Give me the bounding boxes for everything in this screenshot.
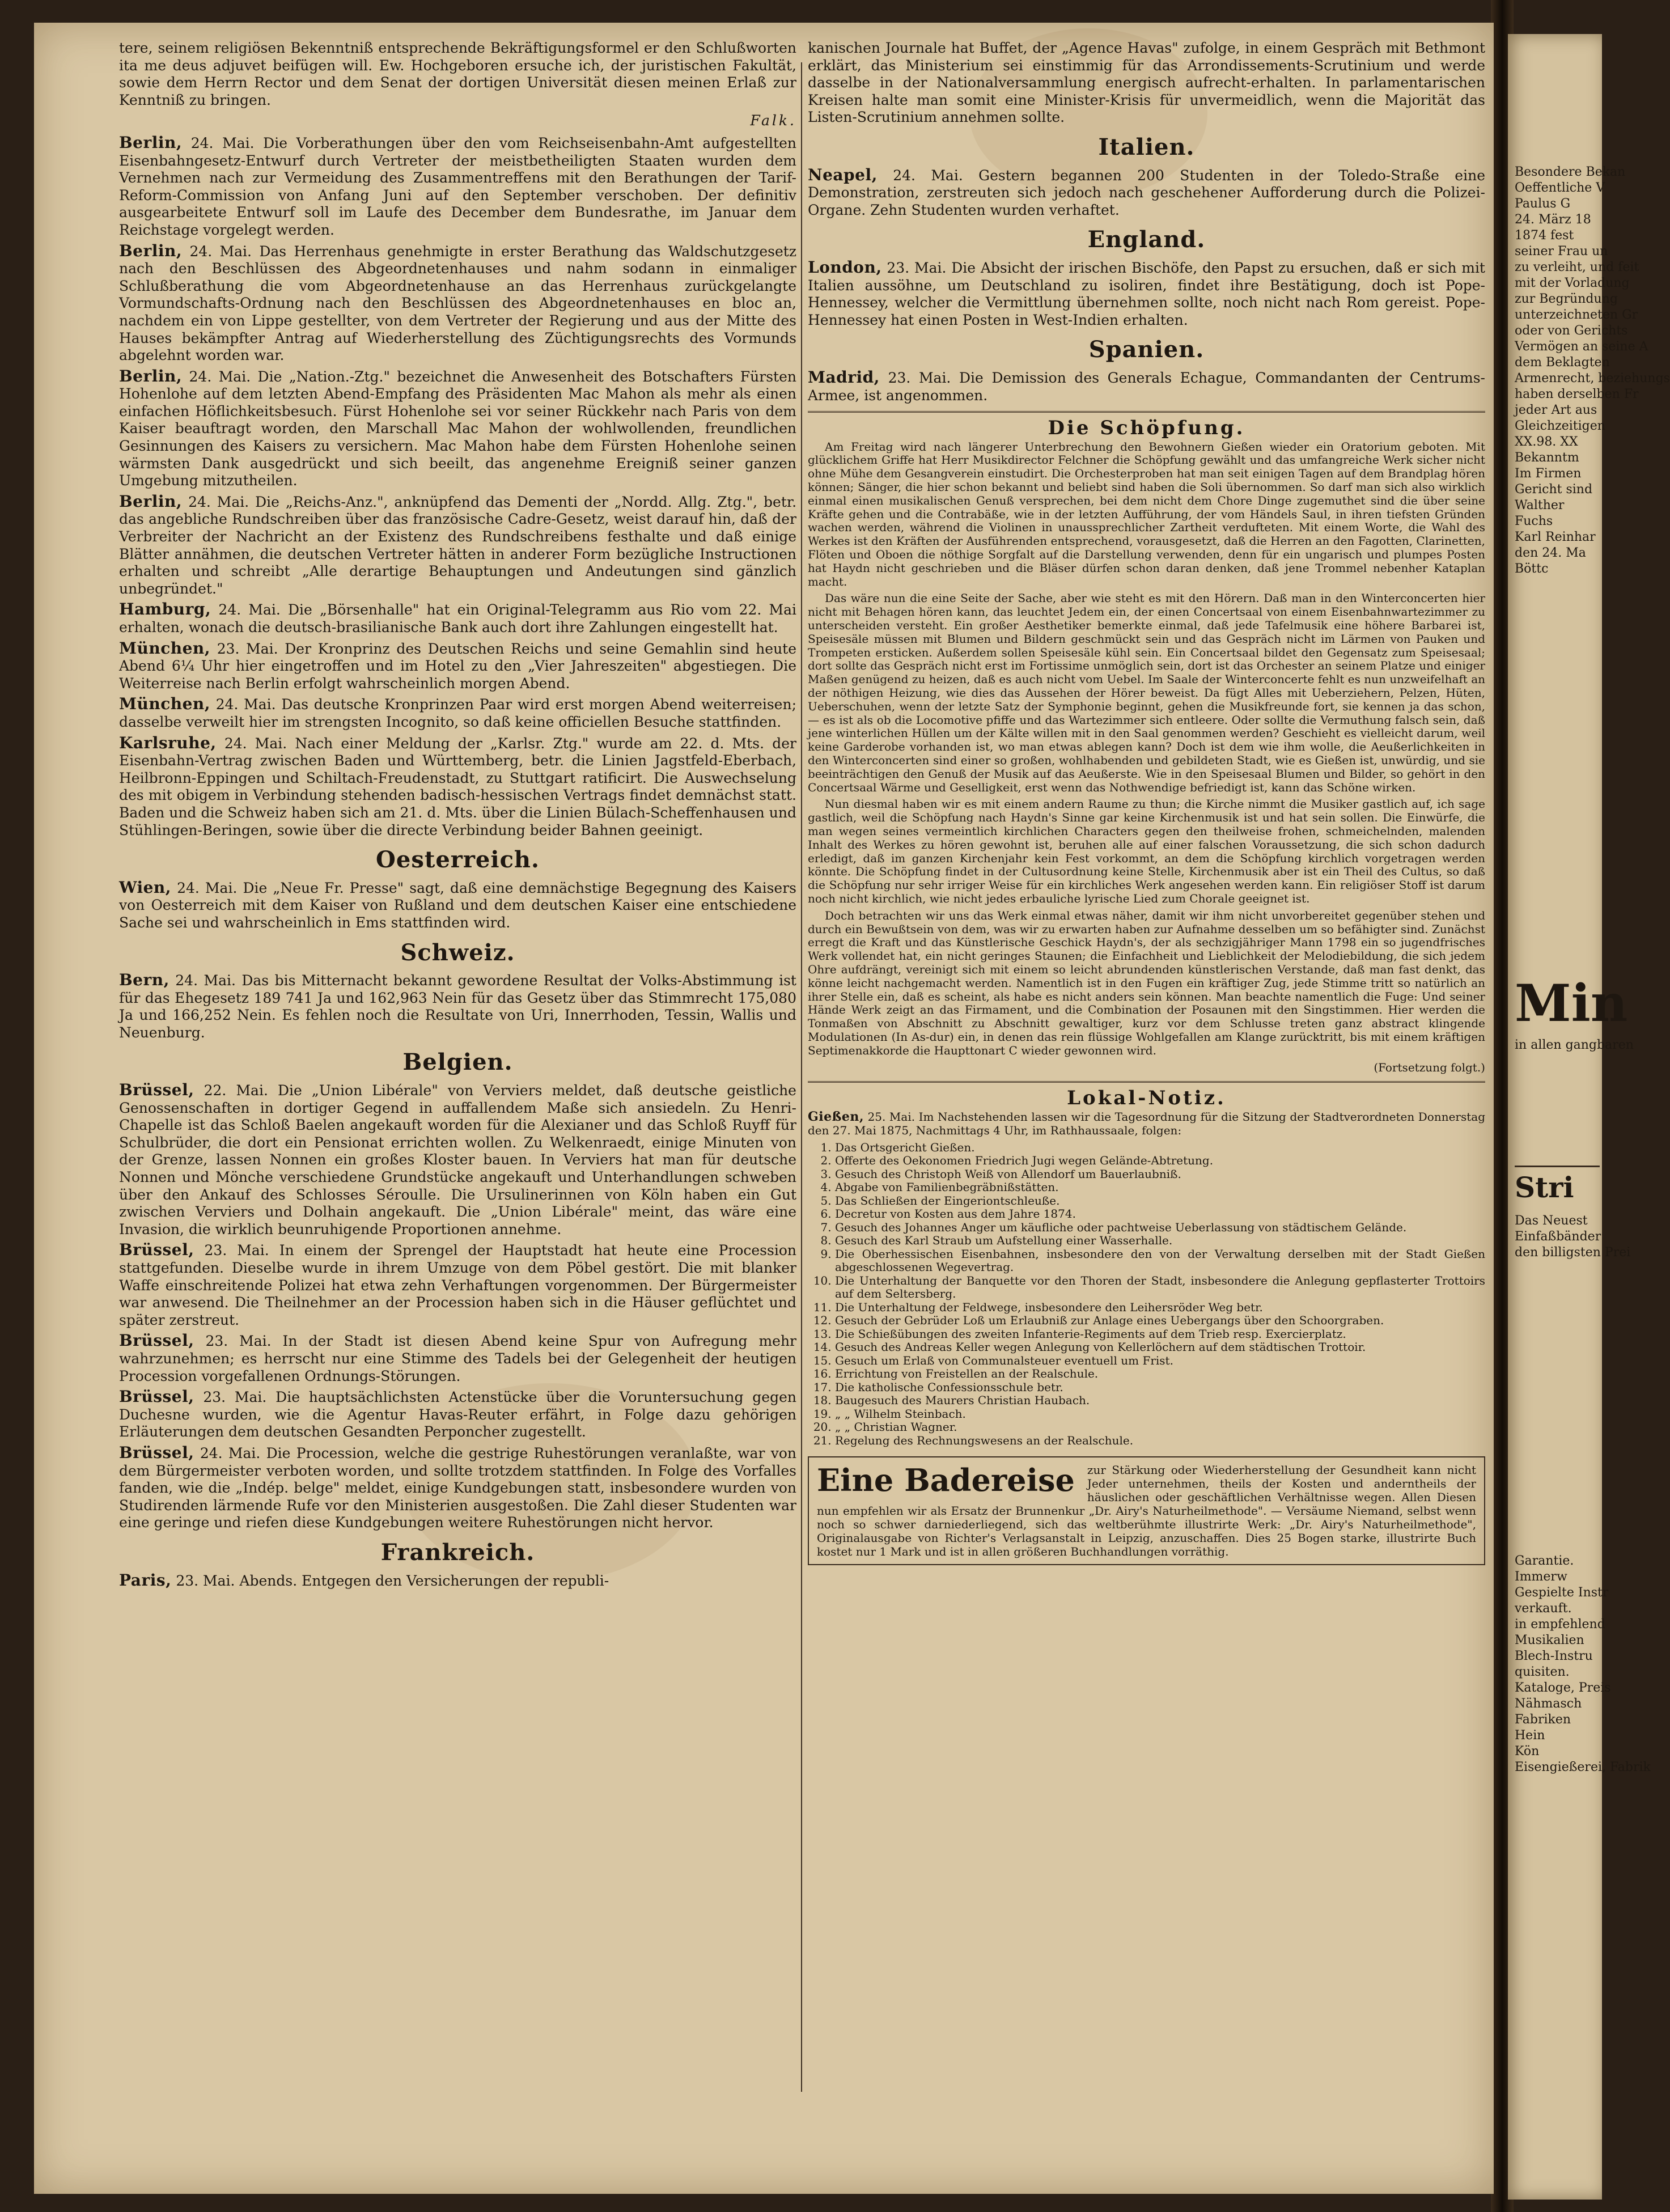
article-text: Gestern begannen 200 Studenten in der Toledo-Straße eine Demonstration, zerstreuten sich jedoch nach geschehener Aufforderung durch die Polizei-Organe. Zehn Studenten wurden verhaftet. <box>808 167 1485 218</box>
facing-page-text-low <box>1515 1553 1651 1775</box>
facing-page-line: Nähmasch <box>1515 1697 1582 1711</box>
facing-page-line: verkauft. <box>1515 1601 1572 1616</box>
article-place: Paris, <box>119 1570 172 1590</box>
facing-page-line: XX.98. XX <box>1515 435 1578 449</box>
article-date: 22. Mai. <box>204 1082 268 1099</box>
facing-page-line: den 24. Ma <box>1515 546 1586 560</box>
facing-page-line: Garantie. <box>1515 1554 1574 1568</box>
facing-page-line: Walther <box>1515 498 1565 512</box>
agenda-item: 11. Die Unterhaltung der Feldwege, insbesondere den Leihersröder Weg betr. <box>835 1301 1485 1315</box>
article-date: 24. Mai. <box>189 368 251 385</box>
article-place: London, <box>808 257 882 277</box>
intro-paragraph: tere, seinem religiösen Bekenntniß entsprechende Bekräftigungsformel er den Schlußworten ita me deus adjuvet beifügen will. Ew. Hochgeboren ersuche ich, der juristischen Fakultät, sowie dem Herrn Rector und dem Senat der dortigen Universität diesen meinen Erlaß zur Kenntniß zu bringen. <box>119 40 796 108</box>
news-article <box>808 167 1485 219</box>
local-notice-title: Lokal-Notiz. <box>1067 1087 1226 1110</box>
section-heading: Spanien. <box>1088 336 1205 363</box>
facing-page-sub-word: in allen gangbaren <box>1515 1038 1634 1052</box>
article-place: Berlin, <box>119 366 183 385</box>
ad-text: zur Stärkung oder Wiederherstellung der Gesundheit kann nicht Jeder unternehmen, theils der Kosten und anderntheils der häuslichen oder geschäftlichen Verhältnisse wegen. Allen Diesen nun empfehlen wir als Ersatz der Brunnenkur „Dr. Airy's Naturheilmethode". — Versäume Niemand, selbst wenn noch so schwer darniederliegend, sich das weltberühmte illustrirte Werk: „Dr. Airy's Naturheilmethode", Originalausgabe von Richter's Verlagsanstalt in Leipzig, anzuschaffen. Dies 25 Bogen starke, illustrirte Buch kostet nur 1 Mark und ist in allen größeren Buchhandlungen vorräthig. <box>817 1463 1476 1559</box>
article-text: Die „Neue Fr. Presse" sagt, daß eine demnächstige Begegnung des Kaisers von Oesterreich mit dem Kaiser von Rußland und dem deutschen Kaiser eine entschiedene Sache sei und wahrscheinlich in Ems stattfinden wird. <box>119 879 796 931</box>
divider <box>808 411 1485 413</box>
agenda-item: 9. Die Oberhessischen Eisenbahnen, insbesondere den von der Verwaltung derselben mit der Stadt Gießen abgeschlossenen Wegevertrag. <box>835 1248 1485 1274</box>
agenda-item: 15. Gesuch um Erlaß von Communalsteuer eventuell um Frist. <box>835 1354 1485 1368</box>
facing-page-line: Fuchs <box>1515 514 1553 528</box>
facing-page-text-mid <box>1515 1213 1631 1261</box>
article-text: In einem der Sprengel der Hauptstadt hat heute eine Procession stattgefunden. Dieselbe wurde in ihrem Umzuge von dem Pöbel gestört. Die mit blanker Waffe einschreitende Polizei hat etwa zehn Verhaftungen vorgenommen. Der Bürgermeister war anwesend. Die Theilnehmer an der Procession haben sich in die Häuser geflüchtet und später zerstreut. <box>119 1242 796 1328</box>
facing-page-text-top <box>1515 164 1670 577</box>
facing-page-line: Karl Reinhar <box>1515 530 1596 544</box>
article-date: 24. Mai. <box>218 601 281 618</box>
facing-page-line: Gericht sind <box>1515 482 1593 497</box>
article-date: 23. Mai. <box>205 1333 272 1350</box>
article-date: 24. Mai. <box>893 167 963 184</box>
continuation-paragraph: kanischen Journale hat Buffet, der „Agence Havas" zufolge, in einem Gespräch mit Bethmont erklärt, das Ministerium sei einstimmig für das Arrondissements-Scrutinium und werde dasselbe in der Nationalversammlung energisch aufrecht-erhalten. In parlamentarischen Kreisen halte man somit eine Minister-Krisis für unvermeidlich, wenn die Majorität das Listen-Scrutinium annehmen sollte. <box>808 40 1485 126</box>
facing-page-line: Vermögen an seine A <box>1515 340 1648 354</box>
facing-page-fragment <box>1508 34 1670 2200</box>
facing-page-line: zur Begründung <box>1515 292 1618 306</box>
news-article <box>119 1332 796 1385</box>
agenda-item: 8. Gesuch des Karl Straub um Aufstellung einer Wasserhalle. <box>835 1234 1485 1248</box>
local-notice-intro-text: Im Nachstehenden lassen wir die Tagesordnung für die Sitzung der Stadtverordneten Donnerstag den 27. Mai 1875, Nachmittags 4 Uhr, im Rathhaussaale, folgen: <box>808 1109 1486 1137</box>
facing-page-line: in empfehlend <box>1515 1617 1605 1632</box>
facing-page-line: jeder Art aus <box>1515 403 1597 417</box>
article-text: Das deutsche Kronprinzen Paar wird erst morgen Abend weiterreisen; dasselbe verweilt hier im strengsten Incognito, so daß keine officiellen Besuche stattfinden. <box>119 696 796 730</box>
article-date: 23. Mai. <box>217 640 278 657</box>
article-date: 24. Mai. <box>188 493 249 510</box>
agenda-item: 2. Offerte des Oekonomen Friedrich Jugi wegen Gelände-Abtretung. <box>835 1154 1485 1168</box>
facing-page-line: oder von Gerichts <box>1515 324 1628 338</box>
article-place: Brüssel, <box>119 1443 194 1462</box>
article-place: München, <box>119 638 211 658</box>
feuilleton-continued: (Fortsetzung folgt.) <box>1374 1060 1485 1074</box>
section-heading: Schweiz. <box>400 939 515 966</box>
agenda-item: 21. Regelung des Rechnungswesens an der Realschule. <box>835 1434 1485 1448</box>
facing-page-line: Gespielte Instr <box>1515 1586 1609 1600</box>
right-sections <box>808 133 1485 404</box>
article-text: Die „Union Libérale" von Verviers meldet, daß deutsche geistliche Genossenschaften in dortiger Gegend in auffallendem Maße sich ansiedeln. Zu Henri-Chapelle ist das Schloß Baelen angekauft worden für die Alexianer und das Schloß Ruyff für Schulbrüder, die dort ein Pensionat errichten wollen. Zu Welkenraedt, einige Minuten von der Grenze, lassen Nonnen ein großes Kloster bauen. In Verviers hat man für deutsche Nonnen und Mönche verschiedene Grundstücke angekauft und Unterhandlungen schweben über den Ankauf des Schlosses Séroulle. Die Ursulinerinnen von Köln haben ein Gut zwischen Verviers und Dolhain angekauft. Die „Union Libérale" meint, das wäre eine Invasion, die wirklich beunruhigende Proportionen annehme. <box>119 1082 796 1238</box>
agenda-item: 14. Gesuch des Andreas Keller wegen Anlegung von Kellerlöchern auf dem städtischen Trottoir. <box>835 1341 1485 1354</box>
facing-page-line: Blech-Instru <box>1515 1649 1593 1663</box>
news-article <box>808 369 1485 404</box>
section-heading: Italien. <box>1098 133 1195 160</box>
section-heading: Belgien. <box>402 1049 513 1076</box>
agenda-item: 16. Errichtung von Freistellen an der Realschule. <box>835 1367 1485 1381</box>
left-articles <box>119 134 796 839</box>
article-date: 24. Mai. <box>224 735 287 752</box>
agenda-item: 13. Die Schießübungen des zweiten Infanterie-Regiments auf dem Trieb resp. Exercierplatz. <box>835 1328 1485 1341</box>
right-column <box>808 40 1485 1565</box>
agenda-item: 18. Baugesuch des Maurers Christian Haubach. <box>835 1394 1485 1408</box>
facing-page-line: Das Neuest <box>1515 1214 1588 1228</box>
article-text: Die Absicht der irischen Bischöfe, den Papst zu ersuchen, daß er sich mit Italien aussöhne, um Deutschland zu isoliren, findet ihre Bestätigung, doch ist Pope-Hennessey, welcher die Vermittlung übernehmen sollte, noch nicht nach Rom gereist. Pope-Hennessey hat einen Posten in West-Indien erhalten. <box>808 259 1485 328</box>
article-place: München, <box>119 694 211 714</box>
section-heading: England. <box>1087 226 1206 253</box>
feuilleton-paragraph: Nun diesmal haben wir es mit einem andern Raume zu thun; die Kirche nimmt die Musiker gastlich auf, ich sage gastlich, weil die Schöpfung nach Haydn's Sinne gar keine Kirchenmusik ist und hat sein sollen. Die Einwürfe, die man wegen seines vermeintlich kirchlichen Characters gegen den theilweise frohen, schmeichelnden, malenden Inhalt des Werkes zu hören gewohnt ist, beruhen alle auf einer falschen Voraussetzung, die sich schon dadurch erledigt, daß im ganzen Kirchenjahr kein Fest vorkommt, an dem die Schöpfung kirchlich vorgetragen werden könnte. Die Schöpfung findet in der Cultusordnung keine Stelle, Kirchenmusik aber ist ein Theil des Cultus, so daß die Schöpfung nur sehr irriger Weise für ein kirchliches Werk angesehen werden kann. Ein religiöser Stoff ist darum noch nicht kirchlich, wie nicht jedes erbauliche lyrische Lied zum Chorale geeignet ist. <box>808 797 1485 905</box>
facing-page-line: dem Beklagten <box>1515 355 1610 370</box>
article-place: Madrid, <box>808 367 880 387</box>
feuilleton-paragraph: Am Freitag wird nach längerer Unterbrechung den Bewohnern Gießen wieder ein Oratorium geboten. Mit glücklichem Griffe hat Herr Musikdirector Felchner die Schöpfung gewählt und das umfangreiche Werk sicher nicht ohne Mühe dem Gesangverein einstudirt. Die Orchesterproben hat man seit einigen Tagen auf dem Brandplag hören können; Sänger, die hier schon bekannt und beliebt sind haben die Soli übernommen. So darf man sich also wirklich einmal einen musikalischen Genuß versprechen, bei dem nicht dem Chore Dinge zugemuthet sind die über seine Kräfte gehen und die Contrabäße, wie in der letzten Aufführung, der vom Händels Saul, in ihren tiefsten Gründen wachen werden, während die Violinen in unaussprechlicher Zartheit verdufteten. Mit einem Worte, die Wahl des Werkes ist den Kräften der Ausführenden entsprechend, vorausgesetzt, daß die Herren an den Fagotten, Clarinetten, Flöten und Oboen die nöthige Sorgfalt auf die Darstellung verwenden, denn für ein ungarisch und plumpes Posten hat Haydn nicht geschrieben und die Bläser dürfen schon daran denken, daß jene Trommel nebenher Kataplan macht. <box>808 439 1485 588</box>
article-date: 24. Mai. <box>175 972 236 989</box>
article-text: Der Kronprinz des Deutschen Reichs und seine Gemahlin sind heute Abend 6¼ Uhr hier eingetroffen und im Hotel zu den „Vier Jahreszeiten" abgestiegen. Die Weiterreise nach Berlin erfolgt wahrscheinlich morgen Abend. <box>119 640 797 692</box>
agenda-item: 4. Abgabe von Familienbegräbnißstätten. <box>835 1181 1485 1194</box>
article-place: Brüssel, <box>119 1240 194 1260</box>
facing-page-line: mit der Vorladung <box>1515 276 1630 290</box>
feuilleton-title: Die Schöpfung. <box>1048 417 1245 440</box>
facing-page-line: Einfaßbänder <box>1515 1230 1601 1244</box>
section-heading: Frankreich. <box>380 1539 535 1566</box>
local-notice-place: Gießen, <box>808 1109 864 1124</box>
column-rule <box>801 62 802 2092</box>
agenda-item: 12. Gesuch der Gebrüder Loß um Erlaubniß zur Anlage eines Uebergangs über den Schoorgraben. <box>835 1314 1485 1328</box>
news-article <box>119 879 796 932</box>
article-text: Das Herrenhaus genehmigte in erster Berathung das Waldschutzgesetz nach den Beschlüssen des Abgeordnetenhauses und nahm sodann in einmaliger Schlußberathung die vom Abgeordnetenhause an das Herrenhaus zurückgelangte Vormundschafts-Ordnung nach den Beschlüssen des Abgeordnetenhauses en bloc an, nachdem ein von Lippe gestellter, von dem Vertreter der Regierung und aus der Mitte des Hauses bekämpfter Antrag auf Wiederherstellung des Züchtigungsrechts des Vormunds abgelehnt worden war. <box>119 243 797 364</box>
article-text: Die „Nation.-Ztg." bezeichnet die Anwesenheit des Botschafters Fürsten Hohenlohe auf dem letzten Abend-Empfang des Präsidenten Mac Mahon als mehr als einen einfachen Höflichkeitsbesuch. Fürst Hohenlohe sei vor seiner Rückkehr nach Paris von dem Kaiser beauftragt worden, den Marschall Mac Mahon der wohlwollenden, freundlichen Gesinnungen des Kaisers zu versichern. Mac Mahon habe dem Fürsten Hohenlohe seinen wärmsten Dank ausgedrückt und sich beeilt, das angenehme Ereigniß seiner ganzen Umgebung mitzutheilen. <box>119 368 796 489</box>
agenda-item: 10. Die Unterhaltung der Banquette vor den Thoren der Stadt, insbesondere die Anlegung gepflasterter Trottoirs auf dem Seltersberg. <box>835 1274 1485 1301</box>
facing-page-line: 24. März 18 <box>1515 213 1591 227</box>
article-place: Karlsruhe, <box>119 733 217 752</box>
news-article <box>119 1241 796 1329</box>
article-text: Das bis Mitternacht bekannt gewordene Resultat der Volks-Abstimmung ist für das Ehegesetz 189 741 Ja und 162,963 Nein für das Gesetz über das Stimmrecht 175,080 Ja und 166,252 Nein. Es fehlen noch die Resultate von Uri, Innerrhoden, Tessin, Wallis und Neuenburg. <box>119 972 796 1041</box>
agenda-item: 3. Gesuch des Christoph Weiß von Allendorf um Bauerlaubniß. <box>835 1168 1485 1181</box>
news-article <box>119 735 796 840</box>
facing-page-line: Immerw <box>1515 1570 1567 1584</box>
agenda-item: 6. Decretur von Kosten aus dem Jahre 1874. <box>835 1207 1485 1221</box>
facing-page-line: Eisengießerei, Fabrik <box>1515 1760 1651 1774</box>
left-sections <box>119 846 797 1590</box>
facing-page-line: Besondere Bekan <box>1515 165 1626 179</box>
news-article <box>119 1082 796 1238</box>
local-notice-date: 25. Mai. <box>867 1109 915 1124</box>
article-date: 23. Mai. <box>888 369 951 386</box>
news-article <box>119 134 796 239</box>
article-text: Die „Reichs-Anz.", anknüpfend das Dementi der „Nordd. Allg. Ztg.", betr. das angebliche Rundschreiben über das französische Cadre-Gesetz, weist darauf hin, daß der Verbreiter der Nachricht an der Existenz des Rundschreibens festhalte und daß einige Blätter annähmen, die deutschen Vertreter hätten in anderer Form bezügliche Instructionen erhalten und schreibt „Alle derartige Behauptungen und Andeutungen sind gänzlich unbegründet." <box>119 493 797 597</box>
feuilleton-paragraph: Doch betrachten wir uns das Werk einmal etwas näher, damit wir ihm nicht unvorbereitet gegenüber stehen und durch ein Bewußtsein von dem, was wir zu erwarten haben zur Aufnahme desselben um so befähigter sind. Zunächst erregt die Kraft und das Künstlerische Geschick Haydn's, der als sechzigjähriger Mann 1798 ein so jugendfrisches Werk vollendet hat, ein nicht geringes Staunen; die Einfachheit und Lieblichkeit der Melodiebildung, die sich jedem Ohre aufdrängt, vereinigt sich mit einem so leicht abrundenden künstlerischen Verstande, daß man fast denkt, das könne leicht nachgemacht werden. Namentlich ist in den Fugen ein kräftiger Zug, jede Stimme tritt so natürlich an ihrer Stelle ein, daß es scheint, als habe es nicht anders sein können. Man beachte namentlich die Fuge: Und seiner Hände Werk zeigt an das Firmament, und die Combination der Posaunen mit den Singstimmen. Hier werden die Tonmaßen von Abschnitt zu Abschnitt gewaltiger, kurz vor dem Schlusse treten ganz abstract klingende Modulationen (In As-dur) ein, in denen das rein flüssige Wohlgefallen am Klange zurücktritt, bis mit einem kräftigen Septimenakkorde die Haupttonart C wieder gewonnen wird. <box>808 908 1485 1057</box>
article-text: Die „Börsenhalle" hat ein Original-Telegramm aus Rio vom 22. Mai erhalten, wonach die deutsch-brasilianische Bank auch dort ihre Zahlungen eingestellt hat. <box>119 601 796 635</box>
advertisement <box>808 1456 1485 1565</box>
facing-page-line: Böttc <box>1515 562 1549 576</box>
facing-page-line: zu verleiht, und feit <box>1515 260 1639 274</box>
local-notice-intro <box>808 1111 1485 1138</box>
news-article <box>119 493 796 598</box>
agenda-list <box>808 1141 1485 1448</box>
facing-page-line: Im Firmen <box>1515 467 1582 481</box>
article-place: Berlin, <box>119 133 183 152</box>
facing-page-line: Musikalien <box>1515 1633 1584 1647</box>
facing-page-box-word: Stri <box>1515 1166 1600 1205</box>
article-text: Die Vorberathungen über den vom Reichseisenbahn-Amt aufgestellten Eisenbahngesetz-Entwurf durch Vertreter der meistbetheiligten Staaten wurden dem Vernehmen nach zur Vermeidung des Zusammentreffens mit den Berathungen der Tarif-Reform-Commission von Anfang Juni auf den September verschoben. Der definitiv ausgearbeitete Entwurf soll im Laufe des December dem Bundesrathe, im Januar dem Reichstage vorgelegt werden. <box>119 134 796 238</box>
article-place: Berlin, <box>119 241 183 260</box>
facing-page-line: Oeffentliche V <box>1515 181 1605 195</box>
facing-page-big-word: Min <box>1515 973 1628 1033</box>
article-place: Brüssel, <box>119 1387 194 1406</box>
news-article <box>119 1572 796 1590</box>
facing-page-line: 1874 fest <box>1515 228 1574 243</box>
facing-page-line: quisiten. <box>1515 1665 1570 1679</box>
facing-page-line: Fabriken <box>1515 1713 1571 1727</box>
article-place: Brüssel, <box>119 1080 194 1100</box>
feuilleton-body <box>808 440 1485 1058</box>
agenda-item: 20. „ „ Christian Wagner. <box>835 1421 1485 1434</box>
article-place: Bern, <box>119 971 169 990</box>
article-date: 24. Mai. <box>200 1444 261 1461</box>
agenda-item: 1. Das Ortsgericht Gießen. <box>835 1141 1485 1155</box>
intro-signature: Falk. <box>750 112 796 129</box>
article-date: 23. Mai. <box>887 259 947 276</box>
left-column <box>119 40 796 1593</box>
news-article <box>119 696 796 731</box>
facing-page-line: unterzeichneten Gr <box>1515 308 1638 322</box>
article-date: 23. Mai. <box>176 1572 235 1589</box>
article-date: 24. Mai. <box>215 696 276 713</box>
ad-title: Eine Badereise <box>817 1462 1075 1499</box>
news-article <box>119 368 796 490</box>
article-date: 24. Mai. <box>177 879 238 896</box>
article-text: Nach einer Meldung der „Karlsr. Ztg." wurde am 22. d. Mts. der Eisenbahn-Vertrag zwischen Baden und Württemberg, betr. die Linien Jagstfeld-Eberbach, Heilbronn-Eppingen und Schiltach-Freudenstadt, zu Stuttgart ratificirt. Die Auswechselung des mit obigem in Verbindung stehenden badisch-hessischen Vertrags findet demnächst statt. Baden und die Schweiz haben sich am 21. d. Mts. über die Linien Bülach-Scheffenhausen und Stühlingen-Beringen, sowie über die directe Verbindung beider Bahnen geeinigt. <box>119 735 796 838</box>
facing-page-line: Bekanntm <box>1515 451 1579 465</box>
facing-page-line: den billigsten Prei <box>1515 1245 1631 1260</box>
feuilleton-paragraph: Das wäre nun die eine Seite der Sache, aber wie steht es mit den Hörern. Daß man in den Winterconcerten hier nicht mit Behagen hören kann, das leuchtet Jedem ein, der einen Concertsaal von einem Eisenbahnwartezimmer zu unterscheiden versteht. Ein großer Aesthetiker bemerkte einmal, daß jede Tafelmusik eine höhere Barbarei ist, Speisesäle müssen mit Blumen und Bildern geschmückt sein und das Gespräch nicht im Lärmen von Pauken und Trompeten ersticken. Außerdem sollen Speisesäle kühl sein. Ein Concertsaal bildet den Gegensatz zum Speisesaal; dort sollte das Gespräch nicht erst im Fortissime unmöglich sein, dort ist das Orchester an seinem Platze und einiger Maßen genügend zu heizen, daß es auch nicht vom Uebel. Im Saale der Winterconcerte fehlt es nun unzweifelhaft an der nöthigen Heizung, wie dies das Aussehen der Hörer beweist. Da fügt Alles mit Ueberziehern, Pelzen, Hüten, Ueberschuhen, wenn der letzte Satz der Symphonie beginnt, gehen die Musikfreunde fort, sie kennen ja das schon, — es ist als ob die Locomotive pfiffe und das Wartezimmer sich entleere. Oder sollte die Vermuthung falsch sein, daß jene winterlichen Hüllen um der Kälte willen mit in den Saal genommen werden? Geschieht es vielleicht darum, weil keine Garderobe vorhanden ist, wo man etwas ablegen kann? Doch ist dem wie ihm wolle, die Aeußerlichkeiten in den Winterconcerten sind einer so großen, wohlhabenden und gebildeten Stadt, wie es Gießen ist, unwürdig, und sie beeinträchtigen den Genuß der Musik auf das Aeußerste. Wie in den Speisesaal Blumen und Bilder, so gehört in den Concertsaal Wärme und Geselligkeit, erst wenn das Nothwendige befriedigt ist, kann das Schöne wirken. <box>808 591 1485 794</box>
article-text: In der Stadt ist diesen Abend keine Spur von Aufregung mehr wahrzunehmen; es herrscht nur eine Stimme des Tadels bei der Gelegenheit der heutigen Procession vorgefallenen Ordnungs-Störungen. <box>119 1333 797 1384</box>
agenda-item: 17. Die katholische Confessionsschule betr. <box>835 1381 1485 1395</box>
news-article <box>119 1444 796 1532</box>
article-place: Hamburg, <box>119 600 211 619</box>
article-date: 24. Mai. <box>190 134 255 151</box>
article-place: Wien, <box>119 878 172 897</box>
agenda-item: 5. Das Schließen der Eingeriontschleuße. <box>835 1194 1485 1208</box>
facing-page-line: Gleichzeitigen <box>1515 419 1605 433</box>
section-heading: Oesterreich. <box>376 846 540 874</box>
article-place: Neapel, <box>808 165 878 184</box>
article-text: Abends. Entgegen den Versicherungen der republi- <box>239 1572 609 1589</box>
article-place: Berlin, <box>119 491 183 511</box>
news-article <box>119 601 796 636</box>
news-article <box>808 259 1485 329</box>
news-article <box>119 243 796 365</box>
news-article <box>119 1388 796 1441</box>
article-date: 24. Mai. <box>189 243 252 260</box>
facing-page-line: seiner Frau un <box>1515 244 1608 259</box>
facing-page-line: Armenrecht, beziehungs <box>1515 371 1670 385</box>
news-article <box>119 972 796 1041</box>
facing-page-line: Kön <box>1515 1744 1540 1758</box>
article-text: Die Procession, welche die gestrige Ruhestörungen veranlaßte, war von dem Bürgermeister verboten worden, und sollte trotzdem stattfinden. In Folge des Vorfalles fanden, wie die „Indép. belge" meldet, einige Kundgebungen statt, insbesondere wurden von Studirenden lärmende Rufe vor den Ministerien ausgestoßen. Die Zahl dieser Studenten war eine geringe und riefen diese Kundgebungen weitere Ruhestörungen nicht hervor. <box>119 1444 797 1531</box>
agenda-item: 7. Gesuch des Johannes Anger um käufliche oder pachtweise Ueberlassung von städtischem Gelände. <box>835 1221 1485 1235</box>
article-text: Die hauptsächlichsten Actenstücke über die Voruntersuchung gegen Duchesne wurden, wie die Agentur Havas-Reuter erfährt, in Folge dazu gehörigen Erläuterungen dem deutschen Gesandten Perponcher zugestellt. <box>119 1389 796 1440</box>
article-date: 23. Mai. <box>204 1242 269 1259</box>
divider <box>808 1081 1485 1083</box>
article-place: Brüssel, <box>119 1331 194 1350</box>
article-date: 23. Mai. <box>203 1389 267 1406</box>
facing-page-line: Kataloge, Preis <box>1515 1681 1611 1695</box>
facing-page-line: haben derselben Fr <box>1515 387 1639 401</box>
facing-page-line: Paulus G <box>1515 197 1571 211</box>
agenda-item: 19. „ „ Wilhelm Steinbach. <box>835 1408 1485 1421</box>
news-article <box>119 640 796 693</box>
article-text: Die Demission des Generals Echague, Commandanten der Centrums-Armee, ist angenommen. <box>808 369 1485 404</box>
facing-page-line: Hein <box>1515 1728 1545 1743</box>
